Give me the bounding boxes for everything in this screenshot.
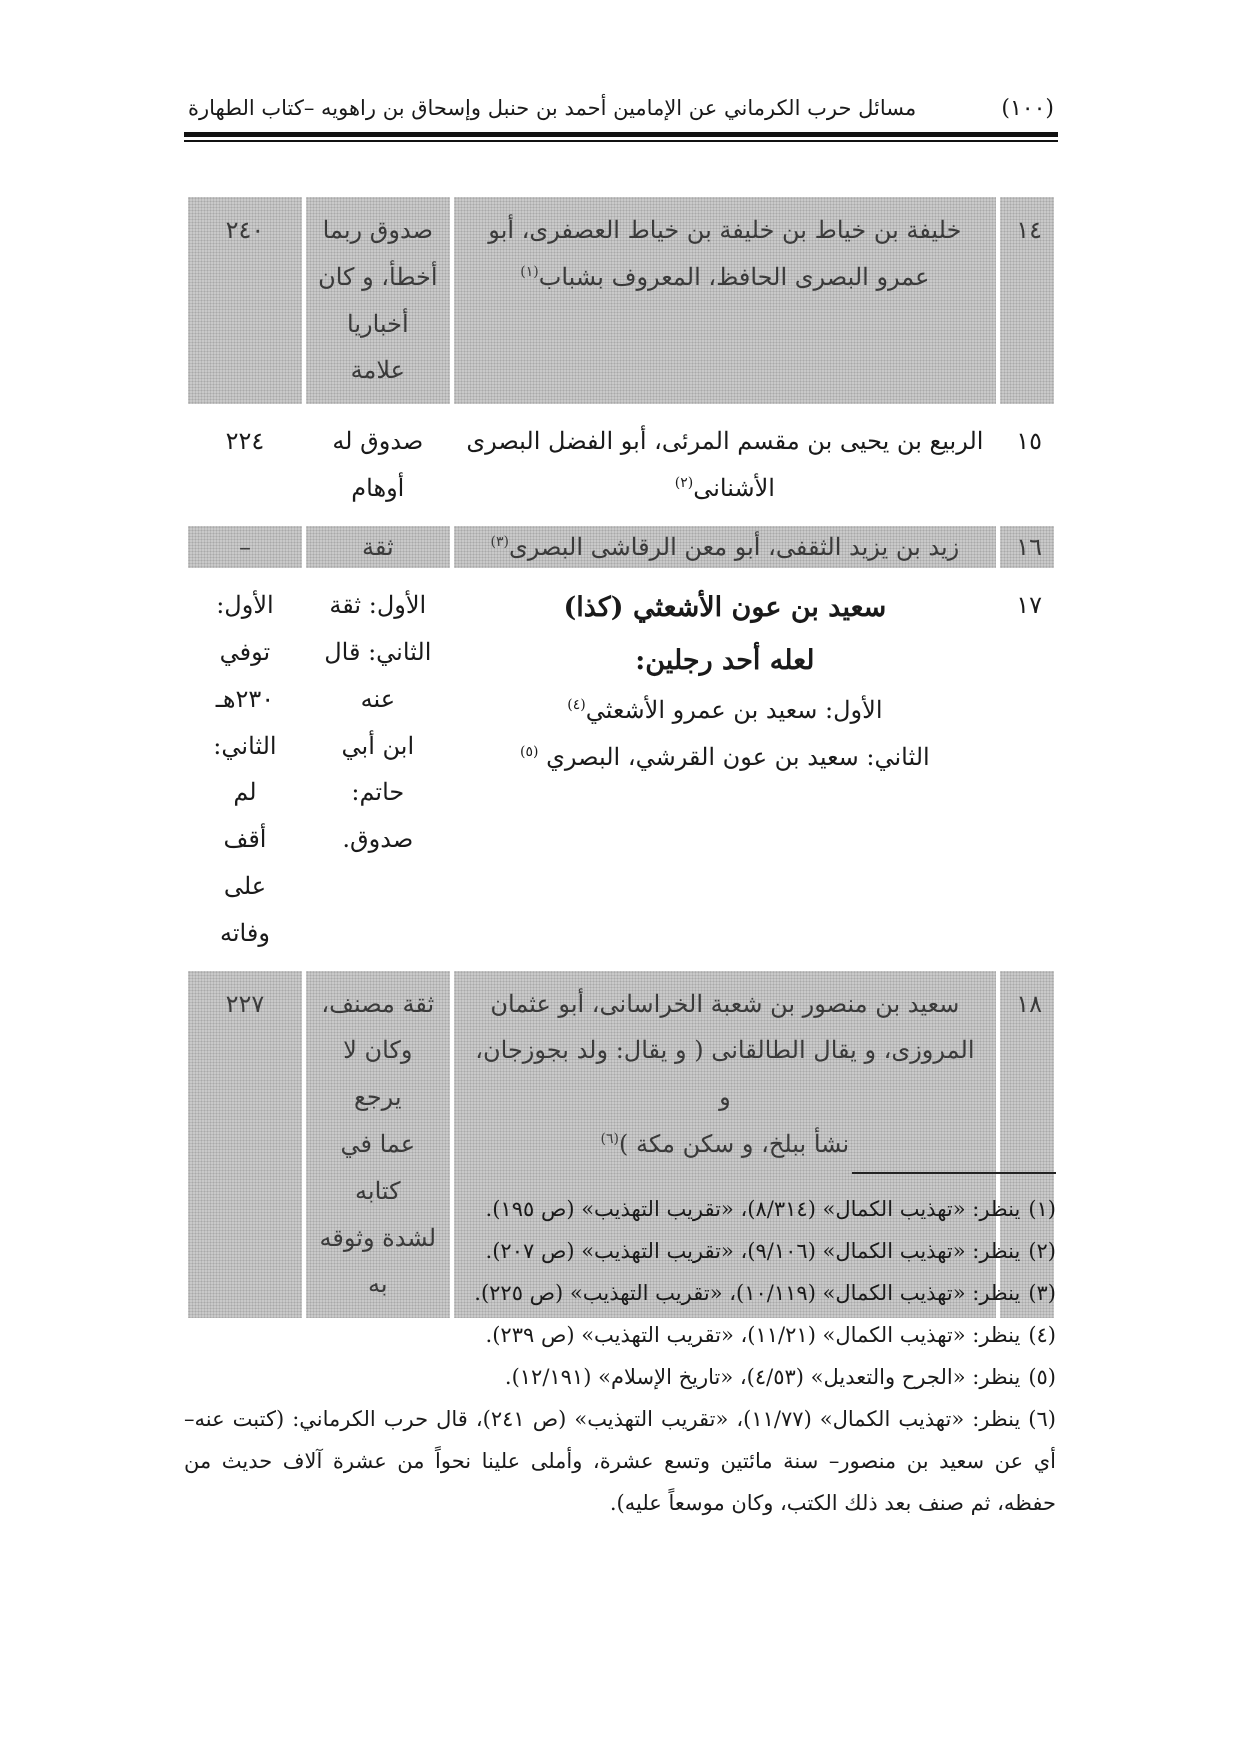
grade-cell — [306, 572, 450, 966]
candidate-line-wrap — [466, 734, 984, 781]
footnote-text: ينظر: «الجرح والتعديل» (٤/٥٣)، «تاريخ الإسلام» (١٢/١٩١). — [504, 1365, 1021, 1389]
candidate-line: الثاني: سعيد بن عون القرشي، البصري — [546, 743, 930, 772]
grade-line: صدوق ربما — [322, 216, 433, 244]
narrator-name-cell — [454, 526, 996, 568]
footnotes — [184, 1188, 1056, 1524]
narrator-name-line: زيد بن يزيد الثقفى، أبو معن الرقاشى البصرى — [508, 532, 960, 561]
death-year: ٢٤٠ — [188, 197, 302, 404]
table-row — [188, 572, 1054, 966]
footnote-marker: (٦) — [1028, 1407, 1056, 1431]
footnote — [184, 1398, 1056, 1524]
narrator-name-line-wrap — [466, 1121, 984, 1168]
table-row — [188, 408, 1054, 522]
death-line: توفي — [219, 637, 271, 666]
death-line: وفاته — [220, 918, 270, 947]
narrator-name-line: الأشنانى — [693, 473, 775, 502]
grade-line: ثقة مصنف، — [321, 989, 435, 1018]
header-rule-thin — [184, 140, 1058, 142]
grade-line: أخطأ، و كان — [318, 262, 438, 291]
footnote-text: ينظر: «تهذيب الكمال» (١١/٢١)، «تقريب التهذيب» (ص ٢٣٩). — [485, 1323, 1021, 1347]
narrator-name-cell — [454, 572, 996, 966]
grade-line: الثاني: قال عنه — [324, 637, 432, 713]
header-rule-thick — [184, 132, 1058, 137]
narrator-name-line: خليفة بن خياط بن خليفة بن خياط العصفرى، أبو — [488, 216, 962, 244]
narrator-name-line: الربيع بن يحيى بن مقسم المرئى، أبو الفضل البصرى — [466, 427, 984, 456]
page-header — [188, 88, 1054, 128]
grade-line: أوهام — [351, 473, 405, 502]
footnote — [184, 1188, 1056, 1230]
row-number: ١٦ — [1000, 526, 1054, 568]
narrator-name-line: نشأ ببلخ، و سكن مكة ) — [619, 1129, 850, 1158]
grade-line: أخباريا علامة — [347, 309, 409, 385]
death-line: الثاني: لم — [213, 731, 277, 807]
narrator-name-line-wrap — [466, 465, 984, 512]
footnote-ref[interactable]: (٤) — [567, 697, 586, 714]
death-line: أقف على — [223, 825, 267, 900]
footnote-separator — [852, 1172, 1056, 1174]
narrator-name-line: عمرو البصرى الحافظ، المعروف بشباب — [538, 262, 930, 291]
candidate-line-wrap — [466, 687, 984, 734]
footnote-marker: (٥) — [1028, 1365, 1056, 1389]
grade-line: ابن أبي حاتم: — [341, 731, 415, 807]
narrator-heading: سعيد بن عون الأشعثي (كذا) — [563, 592, 887, 624]
grade-cell — [306, 526, 450, 568]
page-number: (١٠٠) — [1001, 95, 1054, 121]
narrator-name-line-wrap — [466, 528, 984, 566]
row-number: ١٨ — [1000, 971, 1054, 1319]
death-year: ٢٢٧ — [188, 971, 302, 1319]
grade-line: ثقة — [361, 532, 394, 561]
death-year: ٢٢٤ — [188, 408, 302, 522]
footnote — [184, 1230, 1056, 1272]
footnote-ref[interactable]: (١) — [520, 263, 539, 280]
grade-line: صدوق. — [342, 825, 414, 854]
footnote-text: ينظر: «تهذيب الكمال» (٨/٣١٤)، «تقريب التهذيب» (ص ١٩٥). — [485, 1197, 1021, 1221]
narrator-name-line: سعيد بن منصور بن شعبة الخراسانى، أبو عثمان — [490, 989, 960, 1018]
narrator-name-cell — [454, 197, 996, 404]
narrator-name-line: المروزى، و يقال الطالقانى ( و يقال: ولد بجوزجان، و — [475, 1036, 975, 1112]
grade-line: عما في كتابه — [340, 1129, 416, 1205]
row-number: ١٧ — [1000, 572, 1054, 966]
grade-cell — [306, 197, 450, 404]
footnote — [184, 1356, 1056, 1398]
grade-line: الأول: ثقة — [329, 591, 427, 620]
death-line: ٢٣٠هـ — [215, 684, 275, 713]
row-number: ١٤ — [1000, 197, 1054, 404]
table-row — [188, 197, 1054, 404]
footnote-marker: (٢) — [1028, 1239, 1056, 1263]
footnote-ref[interactable]: (٦) — [600, 1130, 619, 1147]
narrator-name-cell — [454, 408, 996, 522]
footnote-ref[interactable]: (٢) — [674, 474, 694, 491]
footnote-ref[interactable]: (٣) — [490, 533, 509, 550]
death-line: الأول: — [216, 591, 274, 620]
footnote-marker: (٣) — [1028, 1281, 1056, 1305]
footnote-ref[interactable]: (٥) — [520, 744, 539, 761]
footnote-text: ينظر: «تهذيب الكمال» (٩/١٠٦)، «تقريب التهذيب» (ص ٢٠٧). — [485, 1239, 1021, 1263]
row-number: ١٥ — [1000, 408, 1054, 522]
footnote-marker: (٤) — [1028, 1323, 1056, 1347]
candidate-line: الأول: سعيد بن عمرو الأشعثي — [585, 696, 883, 725]
grade-line: لشدة وثوقه به — [319, 1223, 437, 1299]
death-year: – — [188, 526, 302, 568]
grade-cell — [306, 408, 450, 522]
footnote-marker: (١) — [1028, 1197, 1056, 1221]
footnote — [184, 1314, 1056, 1356]
table-row — [188, 526, 1054, 568]
narrators-table — [184, 193, 1058, 1322]
footnote — [184, 1272, 1056, 1314]
footnote-text: ينظر: «تهذيب الكمال» (١٠/١١٩)، «تقريب التهذيب» (ص ٢٢٥). — [474, 1281, 1021, 1305]
death-cell — [188, 572, 302, 966]
grade-line: وكان لا يرجع — [343, 1036, 413, 1112]
narrator-name-line-wrap — [466, 254, 984, 301]
narrator-subheading: لعله أحد رجلين: — [635, 644, 815, 676]
running-title: مسائل حرب الكرماني عن الإمامين أحمد بن حنبل وإسحاق بن راهويه –كتاب الطهارة — [188, 96, 917, 120]
footnote-text: ينظر: «تهذيب الكمال» (١١/٧٧)، «تقريب التهذيب» (ص ٢٤١)، قال حرب الكرماني: (كتبت عنه– أي عن سعيد بن منصور– سنة مائتين وتسع عشرة، وأملى علينا نحواً من عشرة آلاف حديث من حفظه، ثم صنف بعد ذلك الكتب، وكان موسعاً عليه). — [184, 1407, 1056, 1515]
grade-line: صدوق له — [332, 427, 424, 456]
